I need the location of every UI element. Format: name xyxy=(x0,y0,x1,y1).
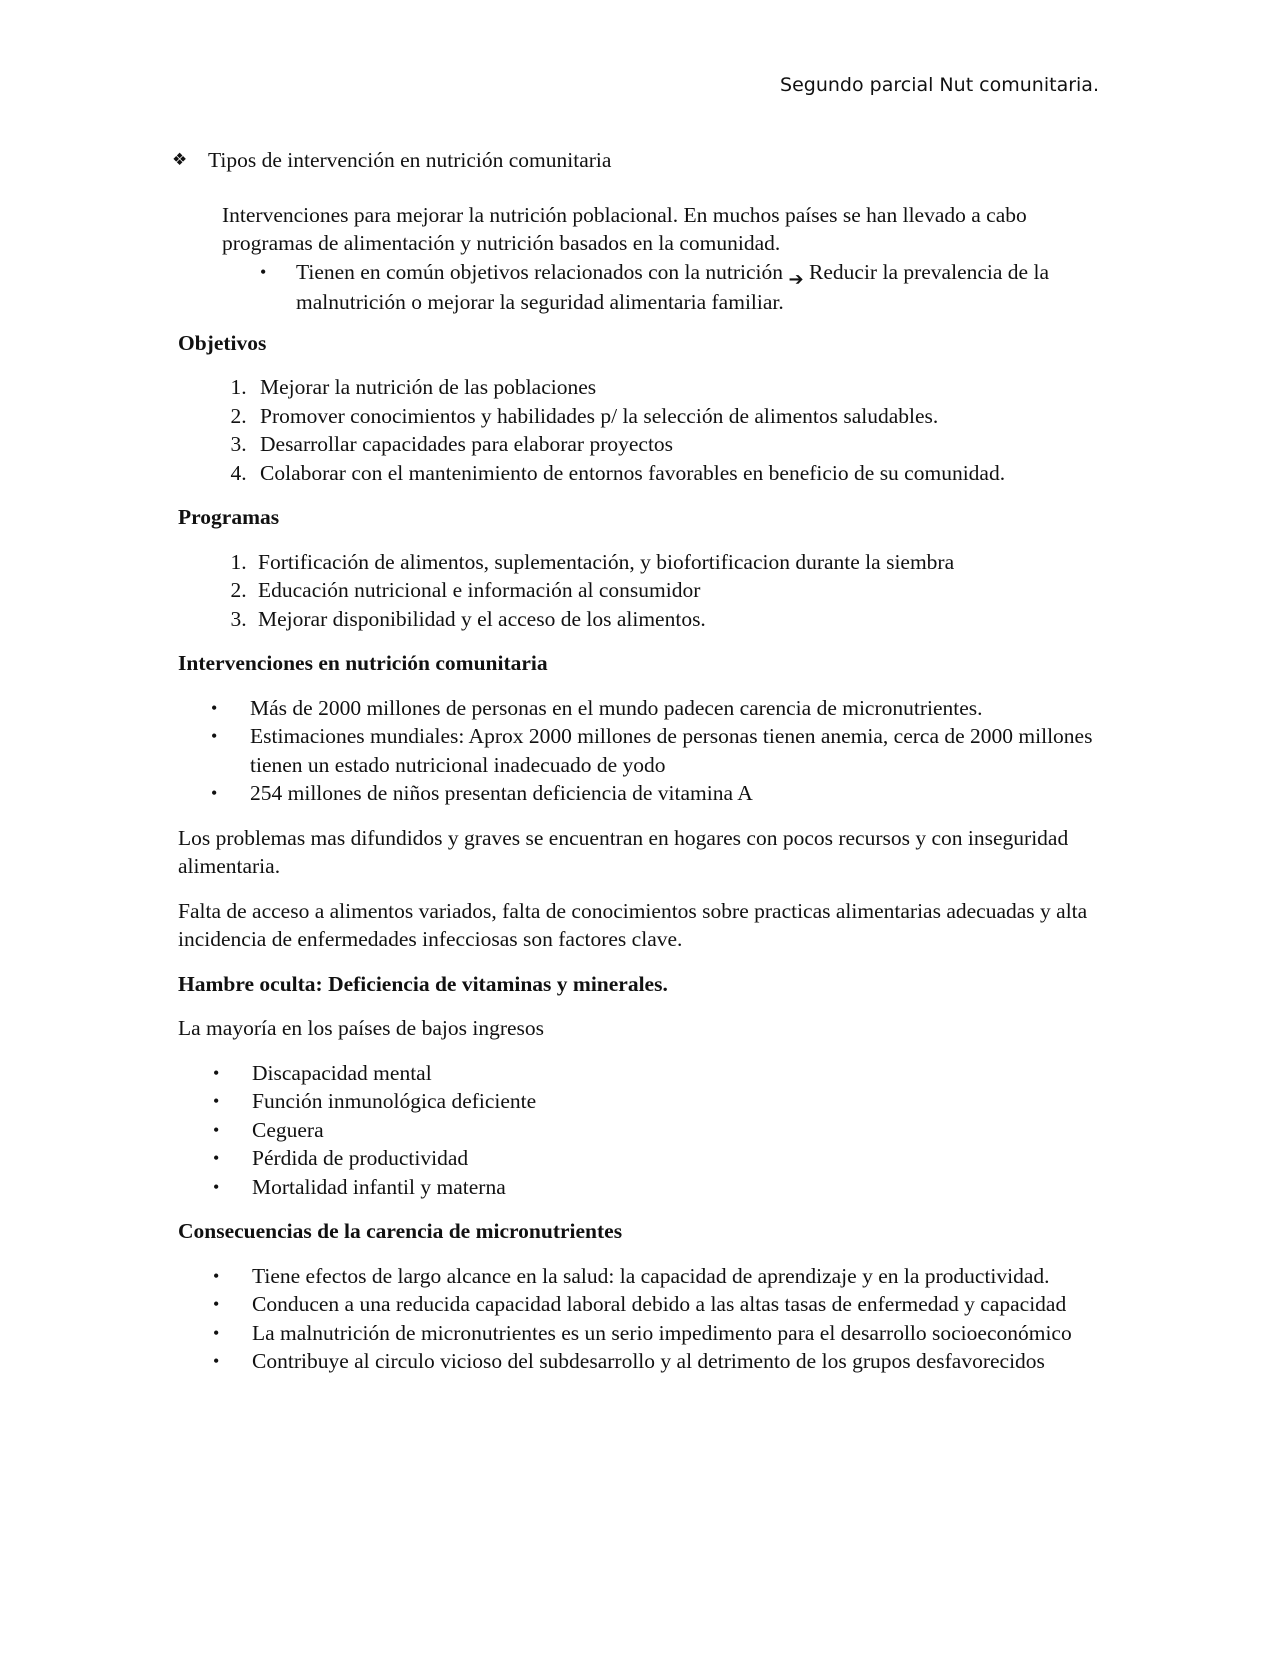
programas-list xyxy=(178,548,1108,634)
paragraph: La mayoría en los países de bajos ingresos xyxy=(178,1016,545,1040)
consecuencias-list xyxy=(178,1262,1108,1376)
paragraph: Los problemas mas difundidos y graves se encuentran en hogares con pocos recursos y con inseguridad alimentaria. xyxy=(178,825,1069,878)
intro-bullet-text-after: Reducir la prevalencia de la malnutrición o mejorar la seguridad alimentaria familiar. xyxy=(296,259,1049,314)
list-item xyxy=(211,779,1108,808)
bullet-dot-icon: • xyxy=(213,1351,220,1371)
list-item-text: Pérdida de productividad xyxy=(252,1146,469,1170)
list-item: 3. Mejorar disponibilidad y el acceso de los alimentos. xyxy=(252,605,1108,634)
intro-bullet-list xyxy=(222,258,1102,317)
list-item: 2. Educación nutricional e información al consumidor xyxy=(252,576,1108,605)
bullet-dot-icon: • xyxy=(213,1176,220,1197)
list-item xyxy=(213,1116,1108,1145)
list-item xyxy=(213,1087,1108,1116)
list-item xyxy=(213,1290,1108,1319)
page-header: Segundo parcial Nut comunitaria. xyxy=(780,74,1099,96)
list-item xyxy=(213,1347,1108,1376)
list-item xyxy=(213,1262,1108,1291)
bullet-dot-icon: • xyxy=(213,1294,220,1314)
bullet-dot-icon: • xyxy=(213,1119,220,1140)
bullet-dot-icon: • xyxy=(213,1265,220,1286)
hambre-heading: Hambre oculta: Deficiencia de vitaminas y minerales. xyxy=(178,971,668,996)
list-item-text: 254 millones de niños presentan deficiencia de vitamina A xyxy=(250,781,753,805)
intro-block xyxy=(222,201,1102,317)
list-item: 3. Desarrollar capacidades para elaborar proyectos xyxy=(252,430,1108,459)
list-item-text: Contribuye al circulo vicioso del subdesarrollo y al detrimento de los grupos desfavorecidos xyxy=(252,1349,1045,1373)
consecuencias-heading: Consecuencias de la carencia de micronutrientes xyxy=(178,1219,623,1243)
document-body xyxy=(172,146,1108,1392)
hambre-list xyxy=(178,1059,1108,1202)
bullet-dot-icon: • xyxy=(213,1148,220,1168)
intervenciones-heading: Intervenciones en nutrición comunitaria xyxy=(178,651,548,675)
intro-bullet-text-before: Tienen en común objetivos relacionados con la nutrición xyxy=(296,259,784,284)
list-item-text: Más de 2000 millones de personas en el mundo padecen carencia de micronutrientes. xyxy=(250,695,983,720)
list-item-text: Ceguera xyxy=(252,1117,324,1142)
section-title-text: Tipos de intervención en nutrición comunitaria xyxy=(208,148,612,172)
bullet-dot-icon: • xyxy=(213,1091,220,1111)
list-item xyxy=(211,694,1108,723)
list-item xyxy=(260,258,1102,317)
list-item xyxy=(213,1144,1108,1173)
list-item xyxy=(211,722,1108,779)
objetivos-heading: Objetivos xyxy=(178,330,267,355)
arrow-right-icon: ➔ xyxy=(788,268,804,290)
bullet-dot-icon: • xyxy=(211,697,218,718)
bullet-dot-icon: • xyxy=(213,1322,220,1343)
list-item-text: Estimaciones mundiales: Aprox 2000 millones de personas tienen anemia, cerca de 2000 millones tienen un estado nutricional inadecuado de yodo xyxy=(250,724,1093,777)
bullet-dot-icon: • xyxy=(213,1062,220,1083)
list-item: 2. Promover conocimientos y habilidades p/ la selección de alimentos saludables. xyxy=(252,402,1108,431)
list-item-text: Tiene efectos de largo alcance en la salud: la capacidad de aprendizaje y en la productividad. xyxy=(252,1263,1050,1288)
section-title xyxy=(172,146,1108,175)
list-item xyxy=(213,1173,1108,1202)
bullet-dot-icon: • xyxy=(211,783,218,803)
list-item: 4. Colaborar con el mantenimiento de entornos favorables en beneficio de su comunidad. xyxy=(252,459,1108,488)
intro-paragraph: Intervenciones para mejorar la nutrición poblacional. En muchos países se han llevado a cabo programas de alimentación y nutrición basados en la comunidad. xyxy=(222,202,1027,255)
objetivos-list xyxy=(178,373,1108,487)
paragraph: Falta de acceso a alimentos variados, falta de conocimientos sobre practicas alimentarias adecuadas y alta incidencia de enfermedades infecciosas son factores clave. xyxy=(178,898,1088,951)
list-item: 1. Mejorar la nutrición de las poblaciones xyxy=(252,373,1108,402)
bullet-dot-icon: • xyxy=(260,261,267,282)
list-item-text: Conducen a una reducida capacidad laboral debido a las altas tasas de enfermedad y capacidad xyxy=(252,1292,1067,1316)
list-item-text: Discapacidad mental xyxy=(252,1060,432,1085)
list-item-text: Mortalidad infantil y materna xyxy=(252,1174,506,1199)
list-item xyxy=(213,1059,1108,1088)
programas-heading: Programas xyxy=(178,505,280,529)
diamond-bullet-icon: ❖ xyxy=(172,150,188,170)
list-item: 1. Fortificación de alimentos, suplementación, y biofortificacion durante la siembra xyxy=(252,548,1108,577)
list-item xyxy=(213,1319,1108,1348)
bullet-dot-icon: • xyxy=(211,726,218,746)
intervenciones-list xyxy=(178,694,1108,808)
list-item-text: Función inmunológica deficiente xyxy=(252,1089,537,1113)
list-item-text: La malnutrición de micronutrientes es un serio impedimento para el desarrollo socioeconómico xyxy=(252,1320,1072,1345)
